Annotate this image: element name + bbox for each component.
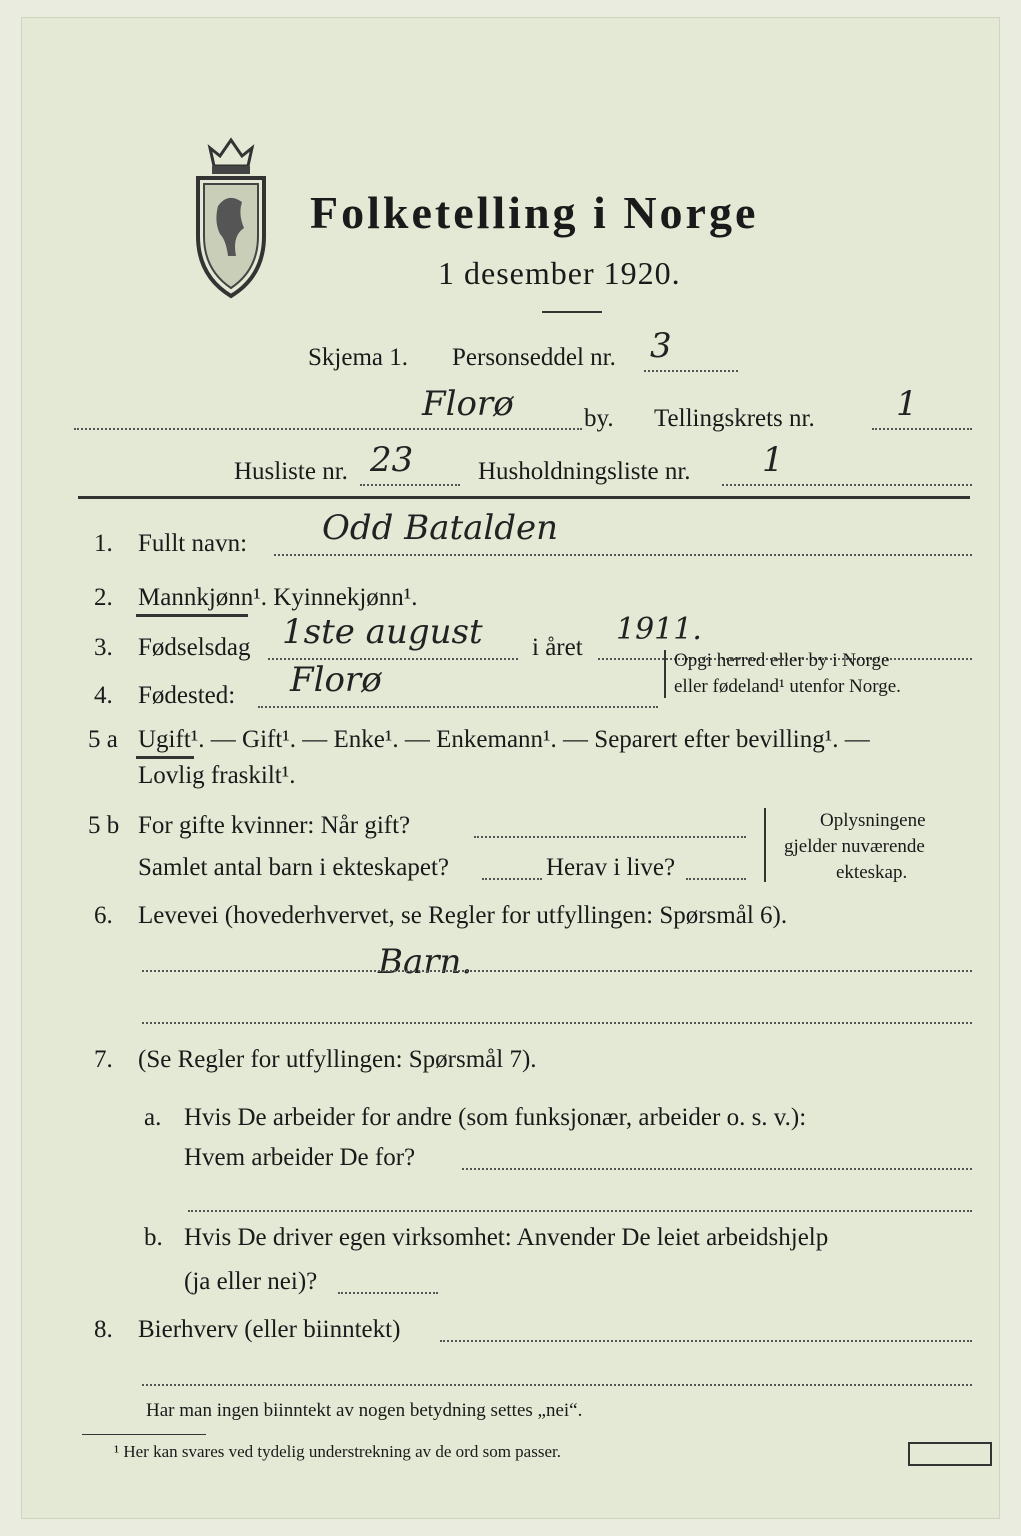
ugift-underline <box>136 756 194 759</box>
q4-number: 4. <box>94 682 113 709</box>
husholdning-value: 1 <box>762 440 784 480</box>
q4-note-line1: Opgi herred eller by i Norge <box>674 650 890 671</box>
q7a-label: Hvis De arbeider for andre (som funksjonær, arbeider o. s. v.): <box>184 1104 807 1131</box>
husliste-label: Husliste nr. <box>234 458 348 485</box>
q7-number: 7. <box>94 1046 113 1073</box>
tellingskrets-value: 1 <box>896 384 918 424</box>
q4-note-line2: eller fødeland¹ utenfor Norge. <box>674 676 901 697</box>
husliste-value: 23 <box>370 440 414 480</box>
by-value: Florø <box>422 384 514 424</box>
husholdning-label: Husholdningsliste nr. <box>478 458 691 485</box>
q2-label: Mannkjønn¹. Kyinnekjønn¹. <box>138 584 418 611</box>
q8-number: 8. <box>94 1316 113 1343</box>
q3-year-value: 1911. <box>616 612 702 647</box>
q5b-label3: Herav i live? <box>546 854 676 881</box>
q1-label: Fullt navn: <box>138 530 248 557</box>
q3-value: 1ste august <box>282 612 483 652</box>
q3-label: Fødselsdag <box>138 634 251 661</box>
q7-label: (Se Regler for utfyllingen: Spørsmål 7). <box>138 1046 537 1073</box>
q5b-label2: Samlet antal barn i ekteskapet? <box>138 854 449 881</box>
tellingskrets-label: Tellingskrets nr. <box>654 405 815 432</box>
q2-number: 2. <box>94 584 113 611</box>
q3-year-label: i året <box>532 634 583 661</box>
by-label: by. <box>584 405 614 432</box>
q7a-label2: Hvem arbeider De for? <box>184 1144 416 1171</box>
q6-label: Levevei (hovederhvervet, se Regler for utfyllingen: Spørsmål 6). <box>138 902 788 929</box>
q5b-note-line1: Oplysningene <box>820 810 926 831</box>
q5a-number: 5 a <box>88 726 118 753</box>
q6-number: 6. <box>94 902 113 929</box>
q5a-label2: Lovlig fraskilt¹. <box>138 762 296 789</box>
personseddel-value: 3 <box>650 326 672 366</box>
q7b-label: Hvis De driver egen virksomhet: Anvender De leiet arbeidshjelp <box>184 1224 829 1251</box>
personseddel-label: Personseddel nr. <box>452 344 616 371</box>
printer-stamp <box>908 1442 992 1466</box>
q5b-label: For gifte kvinner: Når gift? <box>138 812 411 839</box>
q7b-number: b. <box>144 1224 163 1251</box>
q5b-number: 5 b <box>88 812 120 839</box>
q5b-note-line2: gjelder nuværende <box>784 836 925 857</box>
q4-value: Florø <box>290 660 382 700</box>
footer-note: Har man ingen biinntekt av nogen betydning settes „nei“. <box>146 1400 583 1421</box>
form-date: 1 desember 1920. <box>438 255 681 291</box>
q6-value: Barn. <box>378 942 473 982</box>
footnote: ¹ Her kan svares ved tydelig understrekning av de ord som passer. <box>114 1442 561 1461</box>
q5b-note-line3: ekteskap. <box>836 862 908 883</box>
q7a-number: a. <box>144 1104 162 1131</box>
q1-value: Odd Batalden <box>322 508 559 548</box>
mannkjonn-underline <box>136 614 248 617</box>
q5a-label: Ugift¹. — Gift¹. — Enke¹. — Enkemann¹. — Separert efter bevilling¹. — <box>138 726 870 753</box>
q4-label: Fødested: <box>138 682 236 709</box>
coat-of-arms-icon <box>192 136 270 301</box>
q7b-label2: (ja eller nei)? <box>184 1268 318 1295</box>
q8-label: Bierhverv (eller biinntekt) <box>138 1316 401 1343</box>
census-form-page <box>22 18 999 1518</box>
q1-number: 1. <box>94 530 113 557</box>
form-title: Folketelling i Norge <box>310 187 759 238</box>
q3-number: 3. <box>94 634 113 661</box>
skjema-label: Skjema 1. <box>308 344 408 371</box>
